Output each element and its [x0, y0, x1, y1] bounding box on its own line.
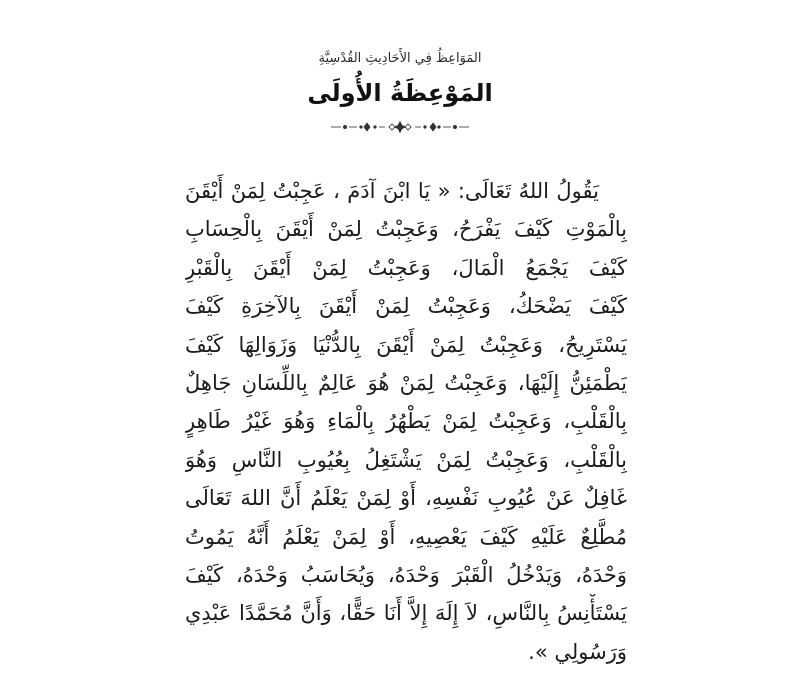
text-line: بِالْقَلْبِ، وَعَجِبْتُ لِمَنْ يَشْتَغِلُ بِعُيُوبِ النَّاسِ وَهُوَ — [185, 447, 627, 472]
text-line: كَيْفَ يَضْحَكُ، وَعَجِبْتُ لِمَنْ أَيْقَنَ بِالآخِرَةِ كَيْفَ — [185, 294, 627, 319]
ornament-divider — [329, 120, 471, 134]
text-line: وَحْدَهُ، وَيَدْخُلُ الْقَبْرَ وَحْدَهُ، وَيُحَاسَبُ وَحْدَهُ، كَيْفَ — [185, 562, 627, 587]
text-line: بِالْقَلْبِ، وَعَجِبْتُ لِمَنْ يَطْهُرُ بِالْمَاءِ وَهُوَ غَيْرُ طَاهِرٍ — [185, 409, 627, 434]
chapter-title: المَوْعِظَةُ الأُولَى — [307, 79, 493, 107]
hadith-text — [185, 172, 627, 671]
text-line: يَقُولُ اللهُ تَعَالَى: « يَا ابْنَ آدَمَ ، عَجِبْتُ لِمَنْ أَيْقَنَ — [185, 179, 599, 203]
running-header: المَوَاعِظُ فِي الأَحَادِيثِ القُدْسِيَّةِ — [318, 51, 482, 66]
text-line: وَرَسُولِي ». — [528, 639, 627, 664]
text-line: غَافِلٌ عَنْ عُيُوبِ نَفْسِهِ، أَوْ لِمَنْ يَعْلَمُ أَنَّ اللهَ تَعَالَى — [185, 486, 627, 511]
text-line: بِالْمَوْتِ كَيْفَ يَفْرَحُ، وَعَجِبْتُ لِمَنْ أَيْقَنَ بِالْحِسَابِ — [185, 217, 627, 242]
text-line: يَسْتَأْنِسُ بِالنَّاسِ، لاَ إِلَهَ إِلاَّ أَنَا حَقًّا، وَأَنَّ مُحَمَّدًا عَبْدِي — [185, 601, 627, 626]
text-line: يَسْتَرِيحُ، وَعَجِبْتُ لِمَنْ أَيْقَنَ بِالدُّنْيَا وَزَوَالِهَا كَيْفَ — [185, 332, 627, 357]
text-line: كَيْفَ يَجْمَعُ الْمَالَ، وَعَجِبْتُ لِمَنْ أَيْقَنَ بِالْقَبْرِ — [185, 255, 627, 280]
text-line: مُطَّلِعٌ عَلَيْهِ كَيْفَ يَعْصِيهِ، أَوْ لِمَنْ يَعْلَمُ أَنَّهُ يَمُوتُ — [185, 524, 627, 549]
text-line: يَطْمَئِنُّ إِلَيْهَا، وَعَجِبْتُ لِمَنْ هُوَ عَالِمٌ بِاللِّسَانِ جَاهِلٌ — [185, 370, 627, 395]
